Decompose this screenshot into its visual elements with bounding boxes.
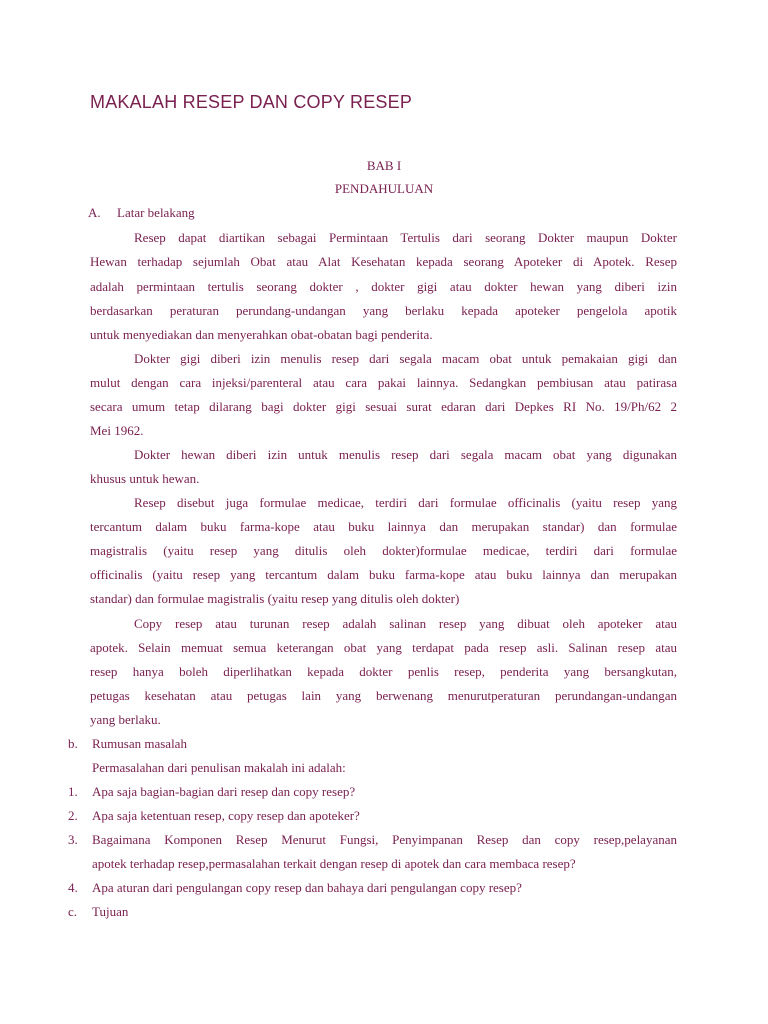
paragraph-line: yang berlaku. <box>90 712 161 727</box>
paragraph-line: apotek. Selain memuat semua keterangan obat yang terdapat pada resep asli. Salinan resep atau <box>90 640 677 655</box>
paragraph-line: resep hanya boleh diperlihatkan kepada dokter penlis resep, penderita yang bersangkutan, <box>90 664 677 679</box>
section-c-heading: Tujuan <box>92 904 129 919</box>
section-c-marker: c. <box>68 904 78 919</box>
paragraph-line: Dokter hewan diberi izin untuk menulis resep dari segala macam obat yang digunakan <box>134 447 677 462</box>
list-item-number: 4. <box>68 880 78 895</box>
section-b-marker: b. <box>68 736 78 751</box>
list-item: Apa aturan dari pengulangan copy resep dan bahaya dari pengulangan copy resep? <box>92 880 522 895</box>
paragraph-line: Resep dapat diartikan sebagai Permintaan Tertulis dari seorang Dokter maupun Dokter <box>134 230 677 245</box>
paragraph-line: Dokter gigi diberi izin menulis resep dari segala macam obat untuk pemakaian gigi dan <box>134 351 677 366</box>
paragraph-line: mulut dengan cara injeksi/parenteral atau cara pakai lainnya. Sedangkan pembiusan atau patirasa <box>90 375 677 390</box>
paragraph-line: untuk menyediakan dan menyerahkan obat-obatan bagi penderita. <box>90 327 433 342</box>
section-b-heading: Rumusan masalah <box>92 736 187 751</box>
paragraph-line: petugas kesehatan atau petugas lain yang berwenang menurutperaturan perundangan-undangan <box>90 688 677 703</box>
paragraph-line: tercantum dalam buku farma-kope atau buku lainnya dan merupakan standar) dan formulae <box>90 519 677 534</box>
paragraph-line: Mei 1962. <box>90 423 144 438</box>
document-title: MAKALAH RESEP DAN COPY RESEP <box>90 92 413 112</box>
chapter-number: BAB I <box>366 158 402 173</box>
paragraph-line: berdasarkan peraturan perundang-undangan yang berlaku kepada apoteker pengelola apotik <box>90 303 677 318</box>
section-a-marker: A. <box>88 205 101 220</box>
list-item: Apa saja bagian-bagian dari resep dan copy resep? <box>92 784 356 799</box>
paragraph-line: khusus untuk hewan. <box>90 471 200 486</box>
paragraph-line: Copy resep atau turunan resep adalah salinan resep yang dibuat oleh apoteker atau <box>134 616 677 631</box>
paragraph-line: Resep disebut juga formulae medicae, terdiri dari formulae officinalis (yaitu resep yang <box>134 495 677 510</box>
list-item-number: 2. <box>68 808 78 823</box>
chapter-title: PENDAHULUAN <box>334 181 434 196</box>
paragraph-line: secara umum tetap dilarang bagi dokter gigi sesuai surat edaran dari Depkes RI No. 19/Ph/62 2 <box>90 399 677 414</box>
section-a-heading: Latar belakang <box>117 205 195 220</box>
paragraph-line: adalah permintaan tertulis seorang dokter , dokter gigi atau dokter hewan yang diberi izin <box>90 279 677 294</box>
paragraph-line: magistralis (yaitu resep yang ditulis oleh dokter)formulae medicae, terdiri dari formulae <box>90 543 677 558</box>
list-item: Bagaimana Komponen Resep Menurut Fungsi, Penyimpanan Resep dan copy resep,pelayanan <box>92 832 677 847</box>
paragraph-line: officinalis (yaitu resep yang tercantum dalam buku farma-kope atau buku lainnya dan merupakan <box>90 567 677 582</box>
list-item-number: 1. <box>68 784 78 799</box>
list-item: Apa saja ketentuan resep, copy resep dan apoteker? <box>92 808 360 823</box>
section-b-intro: Permasalahan dari penulisan makalah ini adalah: <box>92 760 346 775</box>
list-item-number: 3. <box>68 832 78 847</box>
paragraph-line: Hewan terhadap sejumlah Obat atau Alat Kesehatan kepada seorang Apoteker di Apotek. Resep <box>90 254 677 269</box>
paragraph-line: standar) dan formulae magistralis (yaitu resep yang ditulis oleh dokter) <box>90 591 460 606</box>
list-item-continuation: apotek terhadap resep,permasalahan terkait dengan resep di apotek dan cara membaca resep? <box>92 856 576 871</box>
